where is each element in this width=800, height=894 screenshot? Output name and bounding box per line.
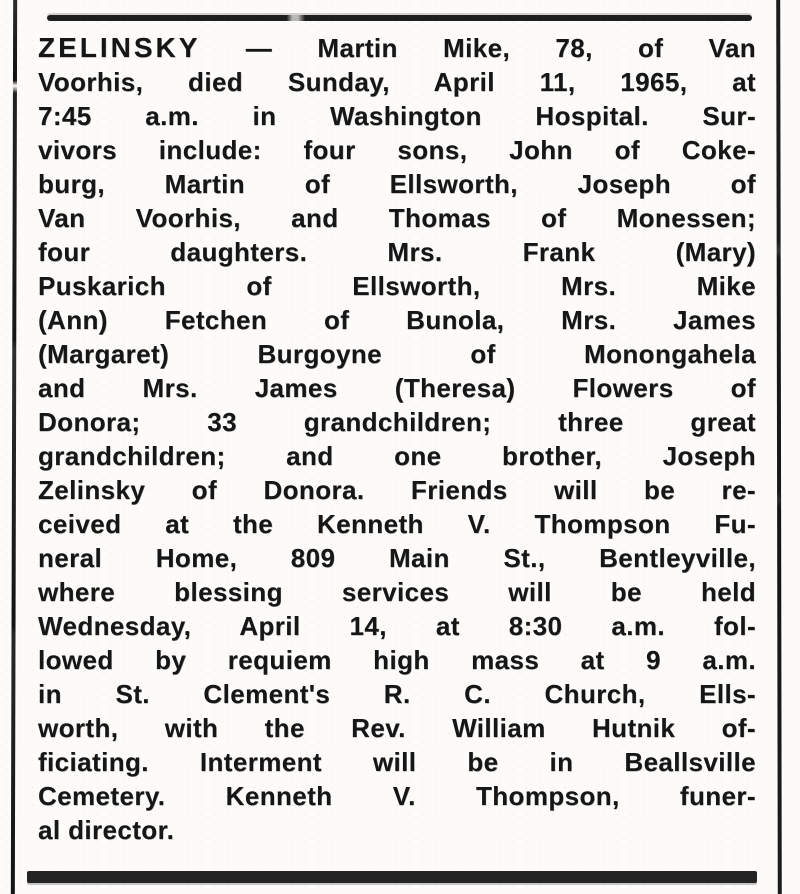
deceased-surname: ZELINSKY	[38, 32, 201, 63]
obituary-text-line: Puskarich of Ellsworth, Mrs. Mike	[38, 271, 756, 301]
obituary-text-line: and Mrs. James (Theresa) Flowers of	[38, 373, 756, 403]
obituary-body	[38, 31, 756, 847]
obituary-text-line: Donora; 33 grandchildren; three great	[38, 407, 756, 437]
header-rule	[47, 15, 752, 21]
footer-bar	[27, 871, 757, 883]
obituary-text-line: burg, Martin of Ellsworth, Joseph of	[38, 169, 756, 199]
column-rule-left	[11, 0, 17, 894]
obituary-text-line: four daughters. Mrs. Frank (Mary)	[38, 237, 756, 267]
obituary-text-line: worth, with the Rev. William Hutnik of-	[38, 713, 756, 743]
obituary-text-line: in St. Clement's R. C. Church, Ells-	[38, 679, 756, 709]
obituary-text-line: al director.	[38, 815, 175, 845]
column-rule-right	[776, 0, 782, 894]
obituary-text-line: Cemetery. Kenneth V. Thompson, funer-	[38, 781, 756, 811]
obituary-text-line: where blessing services will be held	[38, 577, 756, 607]
obituary-text-line: 7:45 a.m. in Washington Hospital. Sur-	[38, 101, 756, 131]
obituary-text-line: grandchildren; and one brother, Joseph	[38, 441, 756, 471]
obituary-text-line: Van Voorhis, and Thomas of Monessen;	[38, 203, 756, 233]
obituary-text-line: lowed by requiem high mass at 9 a.m.	[38, 645, 756, 675]
obituary-text-line: Voorhis, died Sunday, April 11, 1965, at	[38, 67, 756, 97]
obituary-text-line: (Margaret) Burgoyne of Monongahela	[38, 339, 756, 369]
obituary-first-line	[38, 31, 756, 65]
obituary-text-line: vivors include: four sons, John of Coke-	[38, 135, 756, 165]
obituary-text-line: neral Home, 809 Main St., Bentleyville,	[38, 543, 756, 573]
obituary-text-line: ceived at the Kenneth V. Thompson Fu-	[38, 509, 756, 539]
obituary-text-line: Zelinsky of Donora. Friends will be re-	[38, 475, 756, 505]
obituary-text-line: (Ann) Fetchen of Bunola, Mrs. James	[38, 305, 756, 335]
obituary-text-line: Wednesday, April 14, at 8:30 a.m. fol-	[38, 611, 756, 641]
obituary-text-line: ficiating. Interment will be in Beallsville	[38, 747, 756, 777]
obituary-lines	[38, 65, 756, 847]
first-line-text: — Martin Mike, 78, of Van	[245, 33, 757, 63]
